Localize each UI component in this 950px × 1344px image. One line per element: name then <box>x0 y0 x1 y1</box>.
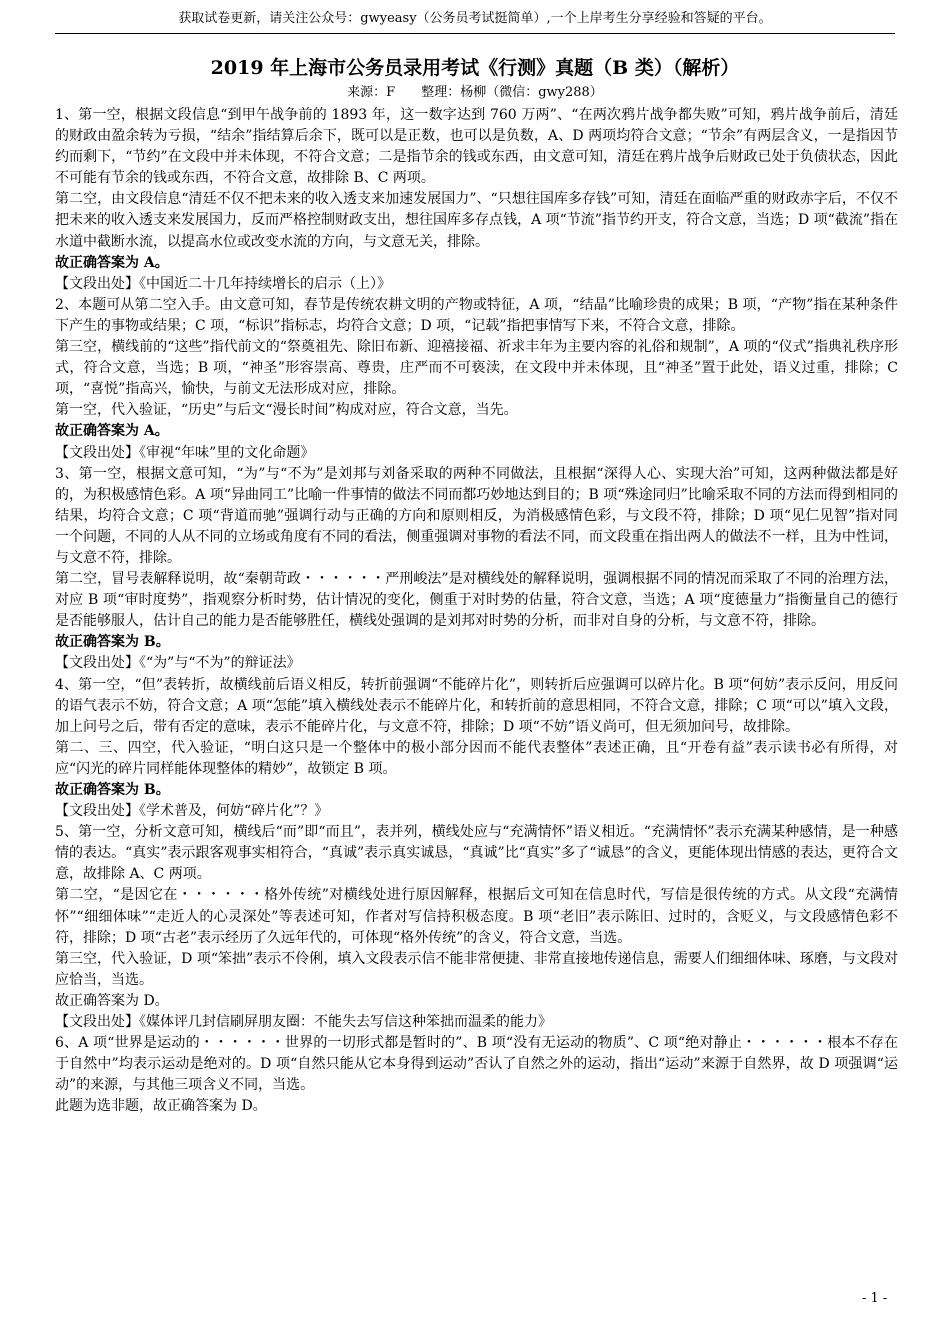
answer-line: 故正确答案为 B。 <box>55 782 170 798</box>
paragraph: 第二、三、四空，代入验证，“明白这只是一个整体中的极小部分因而不能代表整体”表述正确，且“开卷有益”表示读书必有所得，对应“闪光的碎片同样能体现整体的精妙”，故锁定 B 项。 <box>55 739 898 777</box>
answer-line: 故正确答案为 A。 <box>55 423 169 440</box>
paragraph: 6、A 项“世界是运动的・・・・・・世界的一切形式都是暂时的”、B 项“没有无运动的物质”、C 项“绝对静止・・・・・・根本不存在于自然中”均表示运动是绝对的。D 项“自然只能从它本身得到运动”否认了自然之外的运动，指出“运动”来源于自然界，故 D 项强调“运动”的来源，与其他三项含义不同，当选。 <box>55 1035 898 1094</box>
paragraph: 4、第一空，“但”表转折，故横线前后语义相反，转折前强调“不能碎片化”，则转折后应强调可以碎片化。B 项“何妨”表示反问，用反问的语气表示不妨，符合文意；A 项“怎能”填入横线处表示不能碎片化，和转折前的意思相同，不符合文意，排除；C 项“可以”填入文段，加上问号之后，带有否定的意味，表示不能碎片化，与文意不符，排除；D 项“不妨”语义尚可，但无须加问号，故排除。 <box>55 676 898 735</box>
answer-line: 此题为选非题，故正确答案为 D。 <box>55 1098 267 1115</box>
source-citation: 【文段出处】《“为”与“不为”的辩证法》 <box>55 655 301 672</box>
source-citation: 【文段出处】《中国近二十几年持续增长的启示（上）》 <box>55 275 391 292</box>
paragraph: 第二空，“是因它在・・・・・・格外传统”对横线处进行原因解释，根据后文可知在信息时代，写信是很传统的方式。从文段“充满情怀”“细细体味”“走近人的心灵深处”等表述可知，作者对写信持积极态度。B 项“老旧”表示陈旧、过时的，含贬义，与文段感情色彩不符，排除；D 项“古老”表示经历了久远年代的，可体现“格外传统”的含义，符合文意，当选。 <box>55 887 898 946</box>
paragraph: 第三空，横线前的“这些”指代前文的“祭奠祖先、除旧布新、迎禧接福、祈求丰年为主要内容的礼俗和规制”，A 项的“仪式”指典礼秩序形式，符合文意，当选；B 项，“神圣”形容崇高、尊贵，庄严而不可亵渎，在文段中并未体现，且“神圣”置于此处，语义过重，排除；C 项，“喜悦”指高兴，愉快，与前文无法形成对应，排除。 <box>55 339 898 398</box>
answer-line: 故正确答案为 B。 <box>55 634 170 651</box>
paragraph: 2、本题可从第二空入手。由文意可知，春节是传统农耕文明的产物或特征，A 项，“结晶”比喻珍贵的成果；B 项，“产物”指在某种条件下产生的事物或结果；C 项，“标识”指标志，均符合文意；D 项，“记载”指把事情写下来，不符合文意，排除。 <box>55 296 898 334</box>
promo-banner: 获取试卷更新，请关注公众号：gwyeasy（公务员考试挺简单）,一个上岸考生分享经验和答疑的平台。 <box>178 11 772 26</box>
source-line: 来源：F 整理：杨柳（微信：gwy288） <box>347 85 603 100</box>
document-title: 2019 年上海市公务员录用考试《行测》真题（B 类）（解析） <box>210 57 740 79</box>
answer-line: 故正确答案为 D。 <box>55 992 169 1009</box>
paragraph: 1、第一空，根据文段信息“到甲午战争前的 1893 年，这一数字达到 760 万两”、“在两次鸦片战争都失败”可知，鸦片战争前后，清廷的财政由盈余转为亏损，“结余”指结算后余下，既可以是正数，也可以是负数，A、D 两项均符合文意；“节余”有两层含义，一是指因节约而剩下，“节约”在文段中并未体现，不符合文意；二是指节余的钱或东西，由文意可知，清廷在鸦片战争后财政已处于负债状态，因此不可能有节余的钱或东西，不符合文意，故排除 B、C 两项。 <box>55 107 898 187</box>
paragraph: 第三空，代入验证，D 项“笨拙”表示不伶俐，填入文段表示信不能非常便捷、非常直接地传递信息，需要人们细细体味、琢磨，与文段对应恰当，当选。 <box>55 950 898 988</box>
source-citation: 【文段出处】《媒体评几封信刷屏朋友圈：不能失去写信这种笨拙而温柔的能力》 <box>55 1014 552 1031</box>
source-citation: 【文段出处】《学术普及，何妨“碎片化”？》 <box>55 803 329 820</box>
paragraph: 3、第一空，根据文意可知，“为”与“不为”是刘邦与刘备采取的两种不同做法，且根据“深得人心、实现大治”可知，这两种做法都是好的，为积极感情色彩。A 项“异曲同工”比喻一件事情的做法不同而都巧妙地达到目的；B 项“殊途同归”比喻采取不同的方法而得到相同的结果，均符合文意；C 项“背道而驰”强调行动与正确的方向和原则相反，为消极感情色彩，与文段不符，排除；D 项“见仁见智”指对同一个问题，不同的人从不同的立场或角度有不同的看法，侧重强调对事物的看法不同，而文段重在指出两人的做法不一样，且为中性词，与文意不符，排除。 <box>55 465 898 566</box>
page-number: - 1 - <box>862 1291 888 1306</box>
answer-line: 故正确答案为 A。 <box>55 254 169 271</box>
document-body <box>55 105 898 1118</box>
source-citation: 【文段出处】《审视“年味”里的文化命题》 <box>55 444 315 461</box>
paragraph: 第二空，由文段信息“清廷不仅不把未来的收入透支来加速发展国力”、“只想往国库多存钱”可知，清廷在面临严重的财政赤字后，不仅不把未来的收入透支来发展国力，反而严格控制财政支出，想往国库多存点钱，A 项“节流”指节约开支，符合文意，当选；D 项“截流”指在水道中截断水流，以提高水位或改变水流的方向，与文意无关，排除。 <box>55 191 898 250</box>
paragraph: 第二空，冒号表解释说明，故“秦朝苛政・・・・・・严刑峻法”是对横线处的解释说明，强调根据不同的情况而采取了不同的治理方法，对应 B 项“审时度势”，指观察分析时势，估计情况的变化，侧重于对时势的估量，符合文意，当选；A 项“度德量力”指衡量自己的德行是否能够服人，估计自己的能力是否能够胜任，横线处强调的是刘邦对时势的分析，而非对自身的分析，与文意不符，排除。 <box>55 571 898 630</box>
banner-divider <box>55 33 895 34</box>
paragraph: 第一空，代入验证，“历史”与后文“漫长时间”构成对应，符合文意，当先。 <box>55 402 518 419</box>
paragraph: 5、第一空，分析文意可知，横线后“而”即“而且”，表并列，横线处应与“充满情怀”语义相近。“充满情怀”表示充满某种感情，是一种感情的表达。“真实”表示跟客观事实相符合，“真诚”表示真实诚恳，“真诚”比“真实”多了“诚恳”的含义，更能体现出情感的表达，更符合文意，故排除 A、C 两项。 <box>55 824 898 883</box>
